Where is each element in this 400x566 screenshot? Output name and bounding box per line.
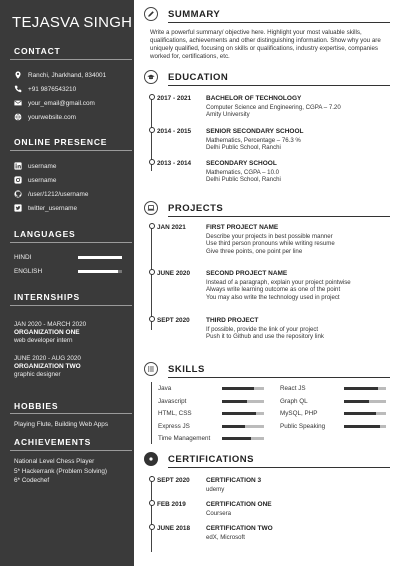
skill-level-bar — [344, 387, 386, 390]
laptop-icon — [144, 201, 158, 215]
contact-location-text: Ranchi, Jharkhand, 834001 — [28, 71, 107, 79]
divider — [10, 242, 132, 243]
certification-name: CERTIFICATION ONE — [206, 501, 272, 508]
project-date: JAN 2021 — [157, 224, 186, 231]
education-school: Amity University — [206, 111, 250, 119]
project-name: SECOND PROJECT NAME — [206, 270, 288, 277]
projects-title: PROJECTS — [168, 202, 224, 214]
divider — [10, 413, 132, 414]
skills-title: SKILLS — [168, 363, 205, 375]
sidebar — [0, 0, 134, 566]
language-name: ENGLISH — [14, 268, 43, 275]
skill-row — [280, 410, 386, 417]
certification-issuer: Coursera — [206, 509, 232, 517]
internship-org: ORGANIZATION ONE — [14, 329, 80, 336]
project-date: JUNE 2020 — [157, 270, 191, 277]
twitter-icon — [14, 204, 22, 212]
skill-row — [158, 385, 264, 392]
timeline-dot — [149, 476, 155, 482]
globe-icon — [14, 113, 22, 121]
skill-name: Time Management — [158, 435, 211, 442]
divider — [10, 450, 132, 451]
skill-name: React JS — [280, 385, 306, 392]
education-school: Delhi Public School, Ranchi — [206, 176, 281, 184]
achievement-item: National Level Chess Player — [14, 458, 95, 465]
skill-name: Java — [158, 385, 172, 392]
education-title: EDUCATION — [168, 71, 229, 83]
project-item — [206, 224, 392, 255]
graduation-cap-icon — [144, 70, 158, 84]
divider — [168, 85, 390, 86]
language-level-bar — [78, 256, 122, 259]
timeline-dot — [149, 223, 155, 229]
certification-issuer: udemy — [206, 485, 225, 493]
skill-name: Javascript — [158, 397, 187, 405]
online-twitter[interactable] — [14, 204, 77, 212]
project-name: THIRD PROJECT — [206, 317, 259, 324]
divider — [10, 305, 132, 306]
project-point: Always write learning outcome as one of the point — [206, 286, 341, 294]
achievements-title: ACHIEVEMENTS — [14, 437, 92, 447]
hobbies-title: HOBBIES — [14, 401, 59, 411]
linkedin-icon — [14, 162, 22, 170]
skills-header — [144, 362, 205, 376]
divider — [168, 467, 390, 468]
skill-level-fill — [222, 400, 247, 403]
education-degree: SECONDARY SCHOOL — [206, 160, 277, 167]
timeline-dot — [149, 127, 155, 133]
timeline-dot — [149, 159, 155, 165]
language-row — [14, 268, 122, 275]
linkedin-username: username — [28, 162, 57, 170]
certification-item — [206, 525, 392, 541]
timeline-line — [151, 476, 152, 552]
achievement-item: 6* Codechef — [14, 477, 50, 484]
divider — [10, 150, 132, 151]
hobbies-text: Playing Flute, Building Web Apps — [14, 421, 109, 428]
internship-org: ORGANIZATION TWO — [14, 363, 81, 370]
project-date: SEPT 2020 — [157, 317, 190, 324]
online-instagram[interactable] — [14, 176, 56, 184]
skill-level-fill — [344, 412, 376, 415]
internship-item — [14, 321, 86, 345]
skill-level-fill — [344, 425, 380, 428]
education-item — [206, 160, 392, 184]
contact-title: CONTACT — [14, 46, 61, 56]
skill-row — [158, 398, 264, 405]
email-icon — [14, 99, 22, 107]
skill-row — [280, 398, 386, 405]
certification-name: CERTIFICATION 3 — [206, 477, 262, 484]
projects-header — [144, 201, 223, 215]
skill-level-fill — [344, 387, 378, 390]
skill-level-fill — [344, 400, 369, 403]
project-name: FIRST PROJECT NAME — [206, 224, 279, 231]
summary-title: SUMMARY — [168, 8, 221, 20]
skill-level-bar — [344, 412, 386, 415]
internships-title: INTERNSHIPS — [14, 292, 80, 302]
project-point: Give three points, one point per line — [206, 247, 303, 255]
online-presence-title: ONLINE PRESENCE — [14, 137, 108, 147]
education-degree: SENIOR SECONDARY SCHOOL — [206, 128, 304, 135]
skill-row — [158, 423, 264, 430]
divider — [168, 377, 390, 378]
skill-level-fill — [222, 425, 245, 428]
contact-email-text: your_email@gmail.com — [28, 99, 95, 107]
achievements-list — [14, 457, 107, 486]
achievement-item: 5* Hackerrank (Problem Solving) — [14, 467, 108, 475]
project-item — [206, 317, 392, 341]
language-level-fill — [78, 270, 118, 273]
certification-date: SEPT 2020 — [157, 477, 190, 484]
education-school: Delhi Public School, Ranchi — [206, 144, 281, 152]
online-linkedin[interactable] — [14, 162, 56, 170]
certifications-header — [144, 452, 254, 466]
contact-location — [14, 71, 106, 79]
project-point: You may also write the technology used in project — [206, 293, 340, 301]
instagram-username: username — [28, 176, 57, 184]
internship-date: JAN 2020 - MARCH 2020 — [14, 321, 87, 328]
education-header — [144, 70, 228, 84]
contact-phone[interactable] — [14, 85, 76, 93]
language-level-fill — [78, 256, 122, 259]
education-item — [206, 128, 392, 152]
skill-level-bar — [344, 425, 386, 428]
skill-name: MySQL, PHP — [280, 410, 318, 417]
github-icon — [14, 190, 22, 198]
education-detail: Computer Science and Engineering, CGPA – 7.20 — [206, 103, 341, 111]
skill-level-bar — [222, 387, 264, 390]
skill-name: Graph QL — [280, 397, 308, 405]
certification-date: FEB 2019 — [157, 501, 186, 508]
timeline-line — [151, 382, 152, 444]
skill-level-fill — [222, 387, 254, 390]
phone-icon — [14, 85, 22, 93]
project-point: If possible, provide the link of your project — [206, 325, 319, 333]
certifications-title: CERTIFICATIONS — [168, 453, 254, 465]
education-date: 2017 - 2021 — [157, 95, 192, 102]
skill-row — [158, 435, 264, 442]
internship-role: web developer intern — [14, 337, 73, 344]
contact-website-text: yourwebsite.com — [28, 113, 76, 121]
languages-title: LANGUAGES — [14, 229, 76, 239]
certification-item — [206, 477, 392, 493]
project-point: Instead of a paragraph, explain your project pointwise — [206, 278, 351, 286]
person-name: TEJASVA SINGH — [12, 14, 133, 31]
language-level-bar — [78, 270, 122, 273]
contact-website[interactable] — [14, 113, 76, 121]
certification-issuer: edX, Microsoft — [206, 533, 245, 541]
location-icon — [14, 71, 22, 79]
education-date: 2014 - 2015 — [157, 128, 192, 135]
skill-row — [280, 423, 386, 430]
skill-level-bar — [222, 400, 264, 403]
divider — [168, 22, 390, 23]
twitter-username: twitter_username — [28, 204, 78, 212]
list-icon — [144, 362, 158, 376]
skill-name: HTML, CSS — [158, 410, 192, 417]
project-item — [206, 270, 392, 301]
timeline-dot — [149, 94, 155, 100]
skill-level-fill — [222, 412, 256, 415]
summary-header — [144, 7, 220, 21]
internship-item — [14, 355, 81, 379]
education-degree: BACHELOR OF TECHNOLOGY — [206, 95, 302, 102]
skill-level-fill — [222, 437, 251, 440]
certification-item — [206, 501, 392, 517]
internship-date: JUNE 2020 - AUG 2020 — [14, 355, 81, 362]
education-detail: Mathematics, Percentage – 76.3 % — [206, 136, 301, 144]
main-content — [134, 0, 400, 566]
skill-level-bar — [344, 400, 386, 403]
contact-phone-text: +91 9876543210 — [28, 85, 77, 93]
project-point: Describe your projects in best possible manner — [206, 232, 333, 240]
skill-name: Public Speaking — [280, 422, 326, 430]
divider — [10, 59, 132, 60]
divider — [168, 216, 390, 217]
timeline-dot — [149, 500, 155, 506]
skill-name: Express JS — [158, 422, 190, 430]
contact-email[interactable] — [14, 99, 95, 107]
timeline-dot — [149, 524, 155, 530]
skill-level-bar — [222, 437, 264, 440]
education-date: 2013 - 2014 — [157, 160, 192, 167]
language-row — [14, 254, 122, 261]
summary-text: Write a powerful summary/ objective here. Highlight your most valuable skills, qualifications, achievements and other distinguishing information. Show why you are uniquely qualified, focusing on skills or qualifications, industry expertise, companies worked for, certifications, etc. — [150, 29, 381, 60]
github-username: /user/1212/username — [28, 190, 89, 198]
skill-level-bar — [222, 425, 264, 428]
certificate-icon — [144, 452, 158, 466]
skill-row — [158, 410, 264, 417]
project-point: Use third person pronouns while writing resume — [206, 240, 335, 248]
language-name: HINDI — [14, 254, 32, 261]
timeline-dot — [149, 269, 155, 275]
online-github[interactable] — [14, 190, 88, 198]
timeline-dot — [149, 316, 155, 322]
timeline-line — [151, 226, 152, 330]
certification-date: JUNE 2018 — [157, 525, 191, 532]
pencil-icon — [144, 7, 158, 21]
skill-row — [280, 385, 386, 392]
instagram-icon — [14, 176, 22, 184]
project-point: Push it to Github and use the repository link — [206, 333, 324, 341]
education-item — [206, 95, 392, 119]
certification-name: CERTIFICATION TWO — [206, 525, 273, 532]
internship-role: graphic designer — [14, 371, 61, 378]
education-detail: Mathematics, CGPA – 10.0 — [206, 168, 280, 176]
skill-level-bar — [222, 412, 264, 415]
